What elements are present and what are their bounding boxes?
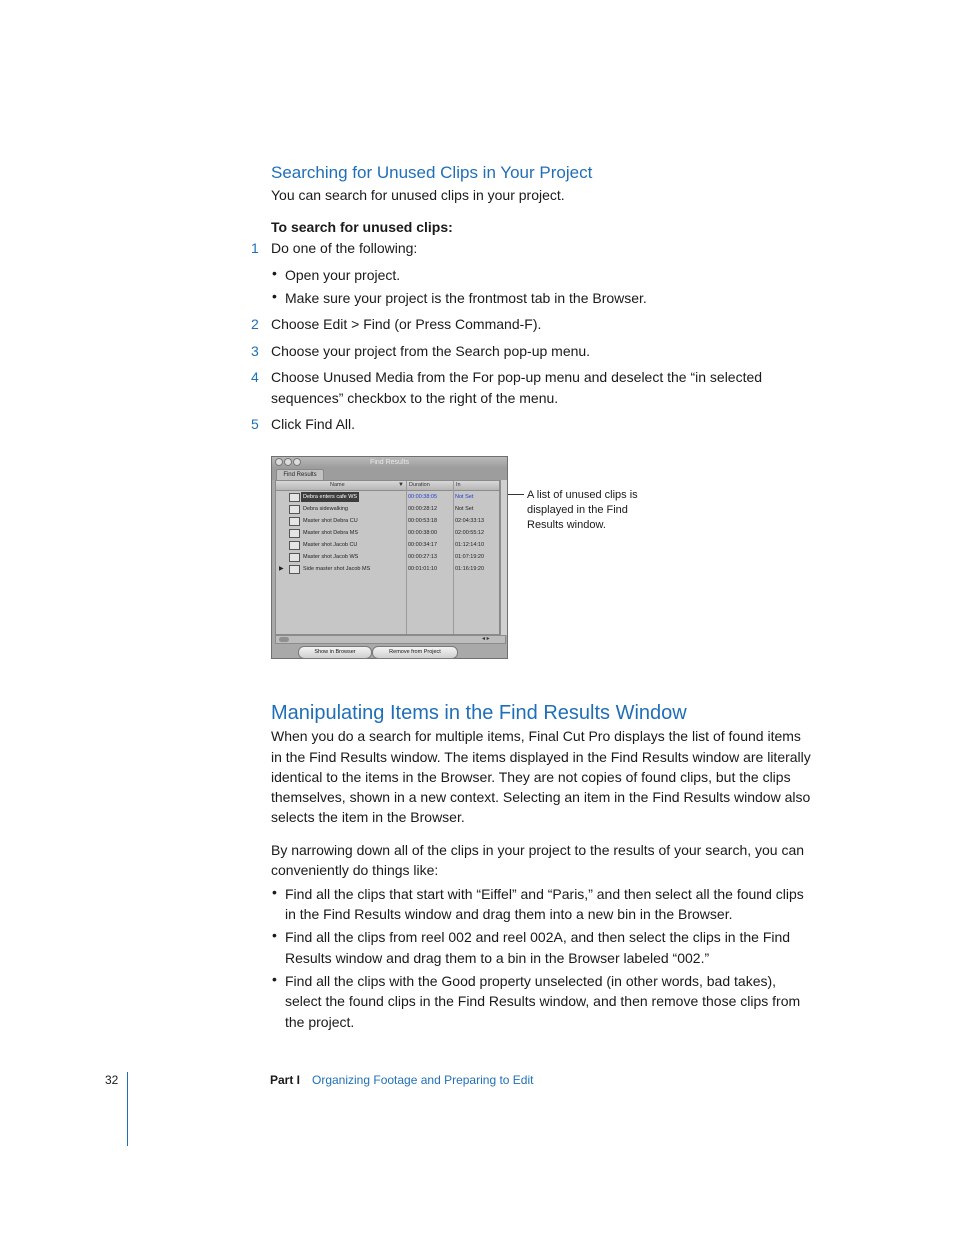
- tab-find-results: Find Results: [276, 469, 324, 481]
- bullet-dot: •: [272, 971, 277, 987]
- paragraph-line: When you do a search for multiple items, Final Cut Pro displays the list of found items: [271, 728, 801, 744]
- step-text: Choose your project from the Search pop-up menu.: [271, 343, 591, 359]
- clip-in: Not Set: [455, 506, 474, 512]
- clip-name: Master shot Debra CU: [303, 518, 358, 524]
- sub-bullet-text: Open your project.: [285, 267, 401, 283]
- clip-duration: 00:01:01:10: [408, 566, 438, 572]
- footer-part-label: Part I: [270, 1073, 301, 1087]
- clip-duration: 00:00:38:00: [408, 530, 438, 536]
- step-text: sequences” checkbox to the right of the menu.: [271, 390, 559, 406]
- table-row: [276, 491, 499, 503]
- clip-name: Master shot Jacob WS: [303, 554, 359, 560]
- scroll-arrows-icon: ◂ ▸: [482, 636, 490, 642]
- paragraph-line: conveniently do things like:: [271, 862, 439, 878]
- clip-name: Master shot Debra MS: [303, 530, 359, 536]
- clip-in: 01:12:14:10: [455, 542, 485, 548]
- table-row: [276, 527, 499, 539]
- bullet-dot: •: [272, 884, 277, 900]
- step-text: Choose Unused Media from the For pop-up menu and deselect the “in selected: [271, 369, 763, 385]
- callout-line: A list of unused clips is: [527, 489, 638, 501]
- show-in-browser-button: Show in Browser: [298, 646, 372, 659]
- step-text: Do one of the following:: [271, 240, 418, 256]
- clip-duration: 00:00:27:13: [408, 554, 438, 560]
- paragraph-line: By narrowing down all of the clips in your project to the results of your search, you can: [271, 842, 805, 858]
- step-number: 5: [251, 416, 259, 432]
- clip-name: Debra enters cafe WS: [303, 494, 358, 500]
- clip-icon: [289, 493, 300, 502]
- procedure-title: To search for unused clips:: [271, 219, 453, 235]
- bullet-line: select the found clips in the Find Results window, and then remove those clips from: [285, 993, 801, 1009]
- column-header-duration: Duration: [409, 482, 430, 488]
- page-number: 32: [105, 1073, 119, 1087]
- sub-bullet-text: Make sure your project is the frontmost tab in the Browser.: [285, 290, 647, 306]
- clip-duration: 00:00:28:12: [408, 506, 438, 512]
- callout-line: Results window.: [527, 519, 606, 531]
- column-header-name: Name: [330, 482, 345, 488]
- clip-icon: [289, 541, 300, 550]
- clip-icon: [289, 553, 300, 562]
- clip-icon: [289, 565, 300, 574]
- window-title: Find Results: [272, 457, 507, 468]
- disclosure-triangle-icon: ▶: [279, 566, 284, 572]
- figure-callout: [527, 488, 638, 533]
- callout-line: displayed in the Find: [527, 504, 628, 516]
- column-header-in: In: [456, 482, 461, 488]
- zoom-dot-icon: [293, 458, 301, 466]
- callout-leader-line: [508, 494, 524, 495]
- clip-in: 02:00:55:12: [455, 530, 485, 536]
- bullet-dot: •: [272, 265, 277, 281]
- find-results-window-screenshot: [271, 456, 508, 659]
- paragraph-line: in the Find Results window. The items displayed in the Find Results window are literally: [271, 749, 811, 765]
- clip-icon: [289, 517, 300, 526]
- scroll-thumb: [279, 637, 289, 642]
- clip-in: Not Set: [455, 494, 474, 500]
- step-number: 3: [251, 343, 259, 359]
- clip-in: 02:04:33:13: [455, 518, 485, 524]
- table-row: [276, 503, 499, 515]
- tab-bar: [272, 468, 507, 480]
- close-dot-icon: [275, 458, 283, 466]
- clip-icon: [289, 505, 300, 514]
- section-intro: You can search for unused clips in your project.: [271, 187, 565, 203]
- bullet-line: in the Find Results window and drag them into a new bin in the Browser.: [285, 906, 733, 922]
- clip-in: 01:07:19:20: [455, 554, 485, 560]
- table-row: [276, 551, 499, 563]
- sort-triangle-icon: ▼: [398, 482, 404, 488]
- step-text: Choose Edit > Find (or Press Command-F).: [271, 316, 542, 332]
- table-row: [276, 515, 499, 527]
- results-list: [275, 480, 500, 635]
- step-number: 2: [251, 316, 259, 332]
- paragraph-line: themselves, shown in a new context. Selecting an item in the Find Results window also: [271, 789, 811, 805]
- clip-duration: 00:00:53:18: [408, 518, 438, 524]
- bullet-line: Results window and drag them to a bin in the Browser labeled “002.”: [285, 950, 710, 966]
- step-number: 4: [251, 369, 259, 385]
- clip-duration: 00:00:34:17: [408, 542, 438, 548]
- bullet-line: Find all the clips that start with “Eiffel” and “Paris,” and then select all the found clips: [285, 886, 804, 902]
- bullet-dot: •: [272, 927, 277, 943]
- paragraph-line: identical to the items in the Browser. They are not copies of found clips, but the clips: [271, 769, 791, 785]
- vertical-scrollbar: [500, 480, 507, 635]
- clip-duration: 00:00:38:05: [408, 494, 438, 500]
- clip-name: Debra sidewalking: [303, 506, 348, 512]
- minimize-dot-icon: [284, 458, 292, 466]
- step-number: 1: [251, 240, 259, 256]
- bullet-line: Find all the clips with the Good property unselected (in other words, bad takes),: [285, 973, 777, 989]
- section-heading-unused-clips: Searching for Unused Clips in Your Project: [271, 163, 593, 182]
- clip-icon: [289, 529, 300, 538]
- bullet-line: Find all the clips from reel 002 and reel 002A, and then select the clips in the Find: [285, 929, 791, 945]
- bullet-line: the project.: [285, 1014, 355, 1030]
- clip-in: 01:16:19:20: [455, 566, 485, 572]
- list-header: [276, 481, 499, 491]
- section-heading-manipulating: Manipulating Items in the Find Results Window: [271, 702, 687, 724]
- bullet-dot: •: [272, 288, 277, 304]
- clip-name: Master shot Jacob CU: [303, 542, 358, 548]
- remove-from-project-button: Remove from Project: [372, 646, 458, 659]
- footer-rule: [127, 1072, 128, 1146]
- clip-name: Side master shot Jacob MS: [303, 566, 371, 572]
- horizontal-scrollbar: [275, 635, 506, 644]
- paragraph-line: selects the item in the Browser.: [271, 809, 465, 825]
- table-row: [276, 563, 499, 575]
- footer-chapter-link: Organizing Footage and Preparing to Edit: [312, 1073, 534, 1087]
- table-row: [276, 539, 499, 551]
- step-text: Click Find All.: [271, 416, 356, 432]
